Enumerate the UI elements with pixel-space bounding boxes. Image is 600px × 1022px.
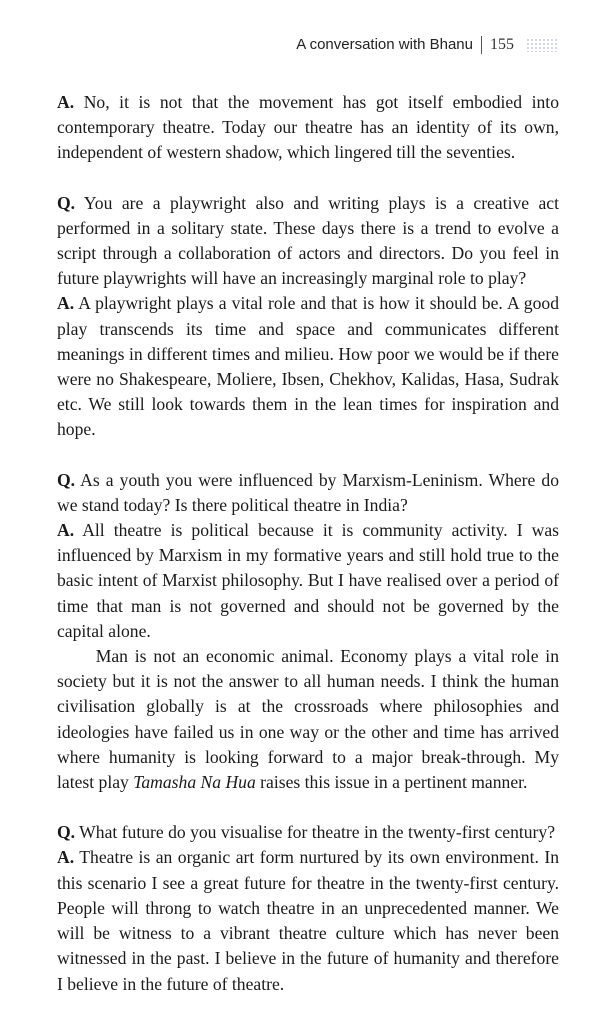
- answer-paragraph: [57, 90, 559, 166]
- chapter-title: A conversation with Bhanu: [296, 36, 473, 53]
- header-divider: [481, 36, 482, 54]
- answer-text: Theatre is an organic art form nurtured by its own environment. In this scenario I see a great future for theatre in the twenty-first century. People will throng to watch theatre in an unprecedented manner. We will be witness to a vibrant theatre culture which has never been witnessed in the past. I believe in the future of humanity and therefore I believe in the future of theatre.: [57, 847, 559, 994]
- question-text: You are a playwright also and writing plays is a creative act performed in a solitary state. These days there is a trend to evolve a script through a collaboration of actors and directors. Do you feel in future playwrights will have an increasingly marginal role to play?: [57, 192, 559, 289]
- question-paragraph: [57, 191, 559, 292]
- question-text: As a youth you were influenced by Marxism-Leninism. Where do we stand today? Is there political theatre in India?: [57, 469, 559, 515]
- answer-text: No, it is not that the movement has got itself embodied into contemporary theatre. Today our theatre has an identity of its own, independent of western shadow, which lingered till the seventies.: [57, 92, 559, 163]
- answer-continuation-paragraph: [57, 644, 559, 795]
- qa-block-2: [57, 191, 559, 443]
- answer-text-before-title: Man is not an economic animal. Economy plays a vital role in society but it is not the answer to all human needs. I think the human civilisation globally is at the crossroads where philosophies and ideologies have failed us in one way or the other and time has arrived where humanity is looking forward to a major break-through. My latest play: [57, 646, 559, 793]
- answer-text: A playwright plays a vital role and that is how it should be. A good play transcends its time and space and communicates different meanings in different times and milieu. How poor we would be if there were no Shakespeare, Moliere, Ibsen, Chekhov, Kalidas, Hasa, Sudrak etc. We still look towards them in the lean times for inspiration and hope.: [57, 293, 559, 440]
- answer-paragraph: [57, 845, 559, 996]
- header-ornament: [526, 38, 558, 52]
- answer-paragraph: [57, 518, 559, 644]
- question-text: What future do you visualise for theatre in the twenty-first century?: [75, 822, 556, 843]
- running-header: [296, 36, 558, 54]
- question-label: Q.: [57, 469, 76, 490]
- play-title: Tamasha Na Hua: [133, 772, 256, 793]
- answer-paragraph: [57, 291, 559, 442]
- qa-block-3: [57, 468, 559, 796]
- answer-label: A.: [57, 293, 75, 314]
- answer-text-after-title: raises this issue in a pertinent manner.: [255, 772, 528, 793]
- qa-block-4: [57, 820, 559, 996]
- answer-label: A.: [57, 847, 75, 868]
- question-paragraph: [57, 468, 559, 518]
- page-number: 155: [490, 36, 514, 53]
- answer-text: All theatre is political because it is community activity. I was influenced by Marxism in my formative years and still hold true to the basic intent of Marxist philosophy. But I have realised over a period of time that man is not governed and should not be governed by the capital alone.: [57, 520, 559, 641]
- question-label: Q.: [57, 192, 76, 213]
- answer-label: A.: [57, 520, 75, 541]
- interview-text: [57, 90, 559, 1022]
- answer-block-1: [57, 90, 559, 166]
- answer-label: A.: [57, 92, 75, 112]
- question-paragraph: [57, 820, 559, 845]
- question-label: Q.: [57, 822, 76, 843]
